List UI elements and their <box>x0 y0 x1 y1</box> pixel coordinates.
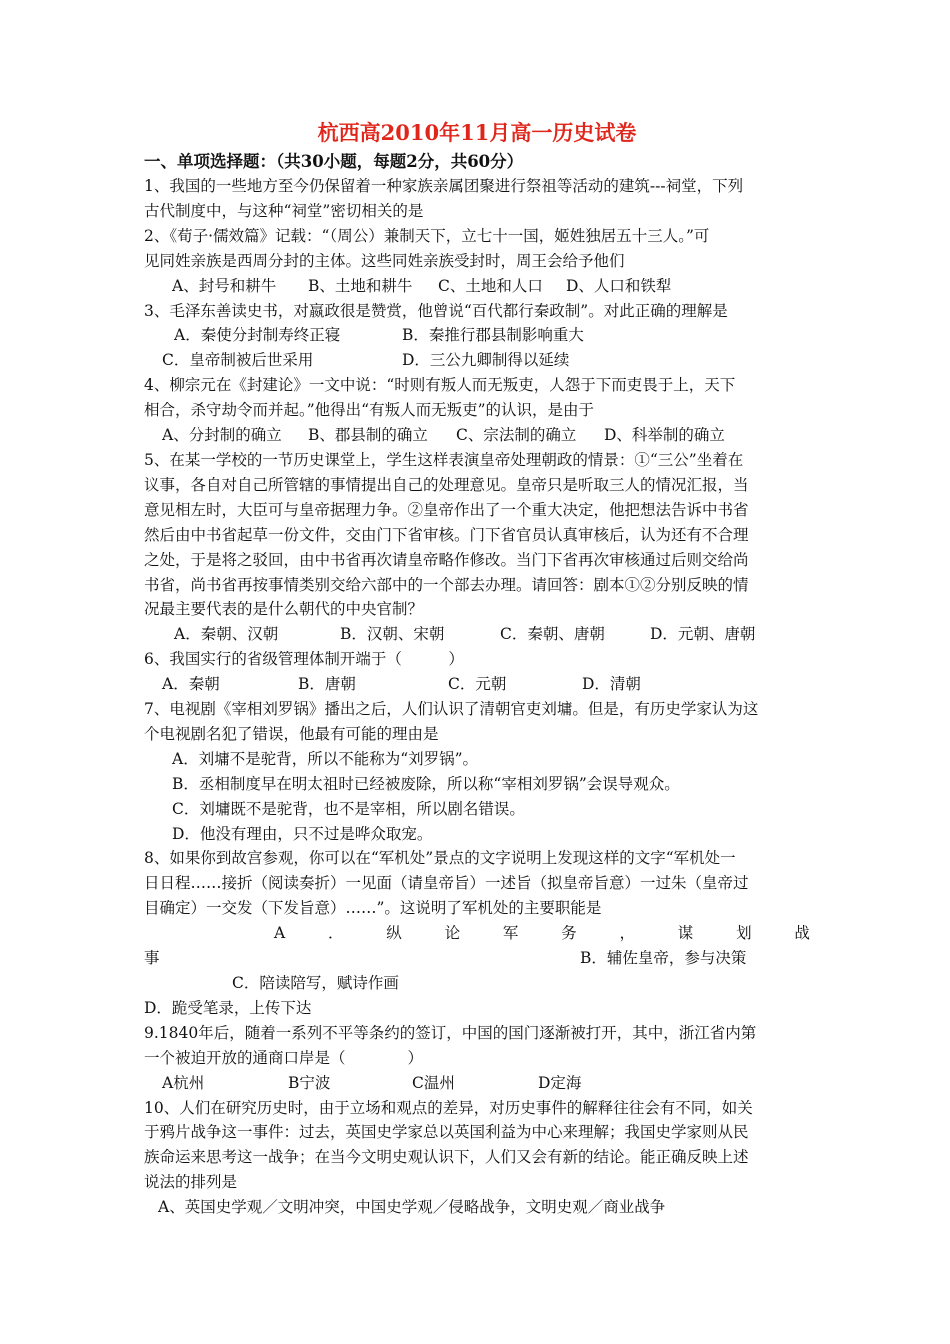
option-a: A．秦朝、汉朝 <box>174 625 279 644</box>
option-d: D定海 <box>538 1073 582 1092</box>
option-a: A．刘墉不是驼背，所以不能称为“刘罗锅”。 <box>172 749 479 768</box>
options-row <box>144 274 810 299</box>
option-d: D．他没有理由，只不过是哗众取宠。 <box>172 824 433 843</box>
question-text: 于鸦片战争这一事件：过去，英国史学家总以英国利益为中心来理解；我国史学家则从民 <box>144 1123 749 1142</box>
option-b: B．丞相制度早在明太祖时已经被废除，所以称“宰相刘罗锅”会误导观众。 <box>172 774 680 793</box>
option-a: A杭州 <box>162 1073 205 1092</box>
option-c: C、宗法制的确立 <box>456 426 577 445</box>
option-b: B宁波 <box>288 1073 331 1092</box>
option-b: B、郡县制的确立 <box>308 426 428 445</box>
question-text: 4、柳宗元在《封建论》一文中说：“时则有叛人而无叛吏，人怨于下而吏畏于上，天下 <box>144 376 736 395</box>
question-10 <box>144 1096 810 1221</box>
question-text: 况最主要代表的是什么朝代的中央官制？ <box>144 600 424 619</box>
option-c: C温州 <box>412 1073 455 1092</box>
question-7 <box>144 697 810 846</box>
question-text: 9.1840年后，随着一系列不平等条约的签订，中国的国门逐渐被打开，其中，浙江省内第 <box>144 1023 757 1042</box>
options-row <box>144 1071 810 1096</box>
question-text: 之处，于是将之驳回，由中书省再次请皇帝略作修改。当门下省再次审核通过后则交给尚 <box>144 550 749 569</box>
option-a-char: 务 <box>561 924 577 943</box>
question-8 <box>144 846 810 1020</box>
question-text: 2、《荀子·儒效篇》记载：“（周公）兼制天下，立七十一国，姬姓独居五十三人。”可 <box>144 226 710 245</box>
question-text: 一个被迫开放的通商口岸是（ ） <box>144 1048 424 1067</box>
question-2 <box>144 224 810 299</box>
option-c: C、土地和人口 <box>438 276 543 295</box>
option-c: C．秦朝、唐朝 <box>500 625 605 644</box>
option-d: D．清朝 <box>582 675 641 694</box>
option-a: A、封号和耕牛 <box>172 276 277 295</box>
option-a-char: 划 <box>736 924 752 943</box>
question-5 <box>144 448 810 647</box>
option-a-end: 事 <box>144 949 160 968</box>
question-text: 族命运来思考这一战争；在当今文明史观认识下，人们又会有新的结论。能正确反映上述 <box>144 1148 749 1167</box>
options-row <box>144 622 810 647</box>
question-text: 10、人们在研究历史时，由于立场和观点的差异，对历史事件的解释往往会有不同，如关 <box>144 1098 753 1117</box>
option-a-spread <box>144 921 810 946</box>
option-a-char: 军 <box>502 924 519 943</box>
question-text: 古代制度中，与这种“祠堂”密切相关的是 <box>144 201 424 220</box>
options-row <box>144 946 810 971</box>
option-c: C．皇帝制被后世采用 <box>162 351 314 370</box>
question-9 <box>144 1021 810 1096</box>
option-b: B．唐朝 <box>298 675 356 694</box>
page-title: 杭西高2010年11月高一历史试卷 <box>317 120 637 145</box>
question-text: 7、电视剧《宰相刘罗锅》播出之后，人们认识了清朝官吏刘墉。但是，有历史学家认为这 <box>144 700 759 719</box>
question-text: 8、如果你到故宫参观，你可以在“军机处”景点的文字说明上发现这样的文字“军机处一 <box>144 849 736 868</box>
option-a-char: 论 <box>444 924 461 943</box>
option-a-char: 谋 <box>677 924 694 943</box>
option-b: B、土地和耕牛 <box>308 276 413 295</box>
options-row <box>144 672 810 697</box>
options-row <box>144 323 810 348</box>
question-text: 书省，尚书省再按事情类别交给六部中的一个部去办理。请回答：剧本①②分别反映的情 <box>144 575 749 594</box>
option-b: B．汉朝、宋朝 <box>340 625 445 644</box>
question-text: 意见相左时，大臣可与皇帝据理力争。②皇帝作出了一个重大决定，他把想法告诉中书省 <box>144 500 749 519</box>
option-a-char: A <box>274 924 286 943</box>
option-c: C．刘墉既不是驼背，也不是宰相，所以剧名错误。 <box>172 799 525 818</box>
question-text: 相合，杀守劫令而并起。”他得出“有叛人而无叛吏”的认识，是由于 <box>144 401 595 420</box>
question-text: 日日程……接折（阅读奏折）一见面（请皇帝旨）一述旨（拟皇帝旨意）一过朱（皇帝过 <box>144 874 749 893</box>
option-c: C．陪读陪写，赋诗作画 <box>232 974 399 992</box>
question-text: 见同姓亲族是西周分封的主体。这些同姓亲族受封时，周王会给予他们 <box>144 251 625 270</box>
option-b: B．秦推行郡县制影响重大 <box>402 326 584 345</box>
option-d: D、人口和铁犁 <box>566 276 672 295</box>
options-row <box>144 348 810 373</box>
option-a-char: 战 <box>794 924 810 943</box>
question-text: 然后由中书省起草一份文件，交由门下省审核。门下省官员认真审核后，认为还有不合理 <box>144 525 749 544</box>
question-text: 1、我国的一些地方至今仍保留着一种家族亲属团聚进行祭祖等活动的建筑---祠堂，下列 <box>144 177 744 195</box>
question-text: 3、毛泽东善读史书，对嬴政很是赞赏，他曾说“百代都行秦政制”。对此正确的理解是 <box>144 301 728 320</box>
option-c: C．元朝 <box>448 675 507 694</box>
question-text: 个电视剧名犯了错误，他最有可能的理由是 <box>144 724 439 743</box>
section-heading: 一、单项选择题：（共30小题，每题2分，共60分） <box>144 152 524 171</box>
question-6 <box>144 647 810 697</box>
question-text: 目确定）一交发（下发旨意）……”。这说明了军机处的主要职能是 <box>144 899 602 918</box>
question-1 <box>144 174 810 224</box>
option-a: A、分封制的确立 <box>162 426 282 445</box>
option-a-char: ， <box>619 924 635 943</box>
exam-page <box>144 118 810 1220</box>
option-b: B．辅佐皇帝，参与决策 <box>580 949 747 968</box>
option-d: D．元朝、唐朝 <box>650 625 756 644</box>
option-a-char: 纵 <box>386 924 402 943</box>
option-d: D．跪受笔录，上传下达 <box>144 998 312 1017</box>
question-text: 议事，各自对自己所管辖的事情提出自己的处理意见。皇帝只是听取三人的情况汇报，当 <box>144 475 749 494</box>
option-d: D、科举制的确立 <box>604 426 725 445</box>
question-4 <box>144 373 810 448</box>
option-a: A．秦使分封制寿终正寝 <box>174 326 341 345</box>
question-text: 5、在某一学校的一节历史课堂上，学生这样表演皇帝处理朝政的情景：①“三公”坐着在 <box>144 450 744 469</box>
question-text: 说法的排列是 <box>144 1173 238 1192</box>
option-d: D．三公九卿制得以延续 <box>402 351 570 370</box>
question-text: 6、我国实行的省级管理体制开端于（ ） <box>144 650 464 669</box>
option-a: A．秦朝 <box>162 675 220 694</box>
option-a: A、英国史学观／文明冲突，中国史学观／侵略战争，文明史观／商业战争 <box>158 1198 666 1217</box>
option-a-char: ． <box>327 924 344 943</box>
options-row <box>144 423 810 448</box>
question-3 <box>144 299 810 374</box>
